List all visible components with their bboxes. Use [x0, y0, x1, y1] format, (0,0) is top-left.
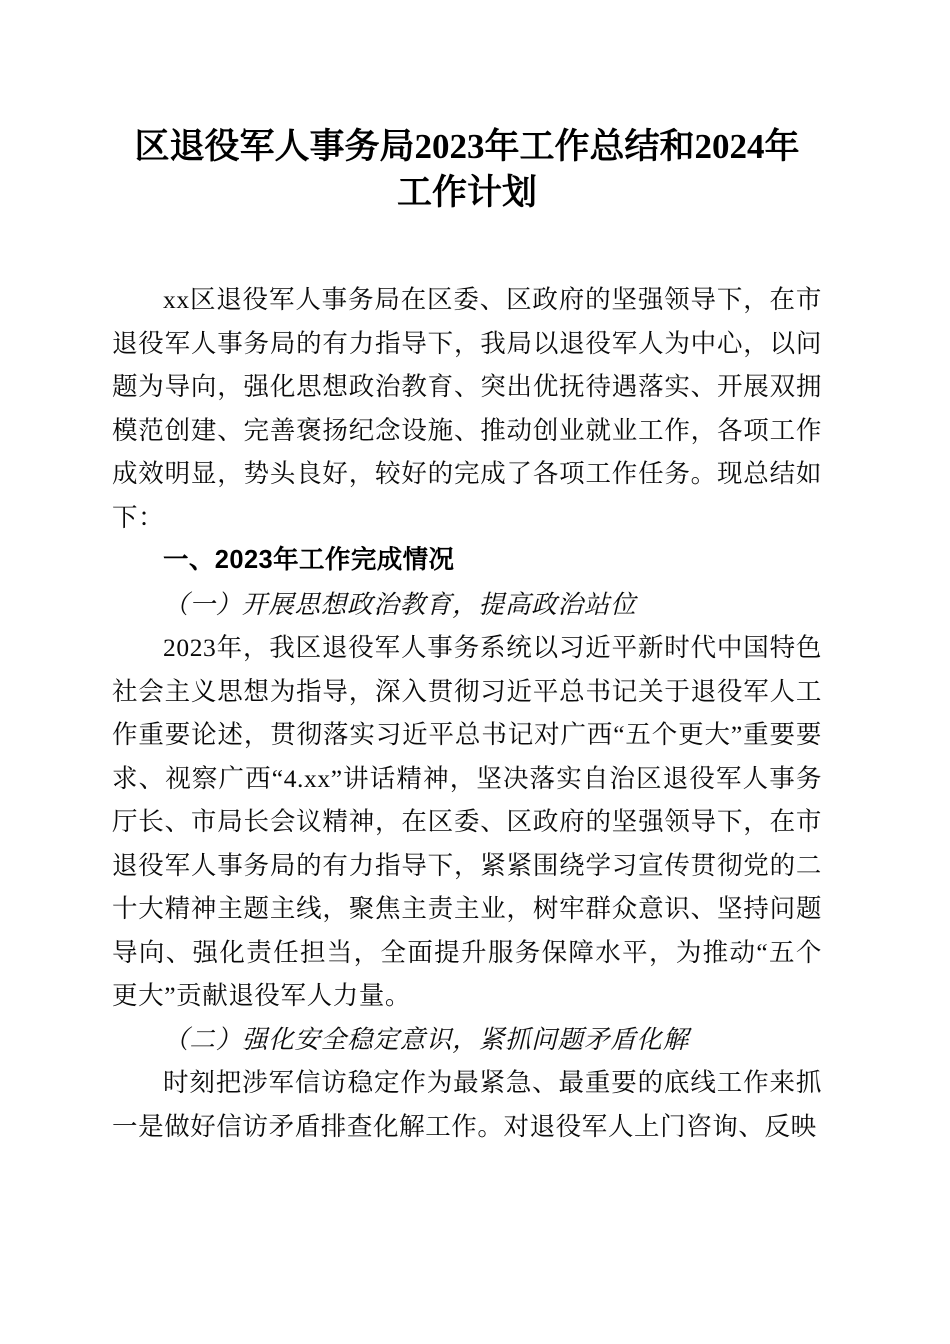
page-title: [112, 0, 822, 216]
heading-section-1: 一、2023年工作完成情况: [163, 546, 455, 574]
intro-paragraph: xx区退役军人事务局在区委、区政府的坚强领导下，在市退役军人事务局的有力指导下，我局以退役军人为中心，以问题为导向，强化思想政治教育、突出优抚待遇落实、开展双拥模范创建、完善褒扬纪念设施、推动创业就业工作，各项工作成效明显，势头良好，较好的完成了各项工作任务。现总结如下：: [112, 285, 822, 532]
page-title-line-2: 工作计划: [396, 173, 537, 212]
heading-subsection-2: （二）强化安全稳定意识，紧抓问题矛盾化解: [163, 1024, 690, 1054]
document-content: [112, 0, 822, 1148]
heading-subsection-1: （一）开展思想政治教育，提高政治站位: [163, 589, 637, 619]
subsection-1-paragraph: 2023年，我区退役军人事务系统以习近平新时代中国特色社会主义思想为指导，深入贯彻习近平总书记关于退役军人工作重要论述，贯彻落实习近平总书记对广西“五个更大”重要要求、视察广西“4.xx”讲话精神，坚决落实自治区退役军人事务厅长、市局长会议精神，在区委、区政府的坚强领导下，在市退役军人事务局的有力指导下，紧紧围绕学习宣传贯彻党的二十大精神主题主线，聚焦主责主业，树牢群众意识、坚持问题导向、强化责任担当，全面提升服务保障水平，为推动“五个更大”贡献退役军人力量。: [112, 633, 822, 1010]
subsection-2-paragraph: 时刻把涉军信访稳定作为最紧急、最重要的底线工作来抓一是做好信访矛盾排查化解工作。对退役军人上门咨询、反映: [112, 1068, 822, 1141]
page-title-line-1: 区退役军人事务局2023年工作总结和2024年: [134, 127, 800, 166]
